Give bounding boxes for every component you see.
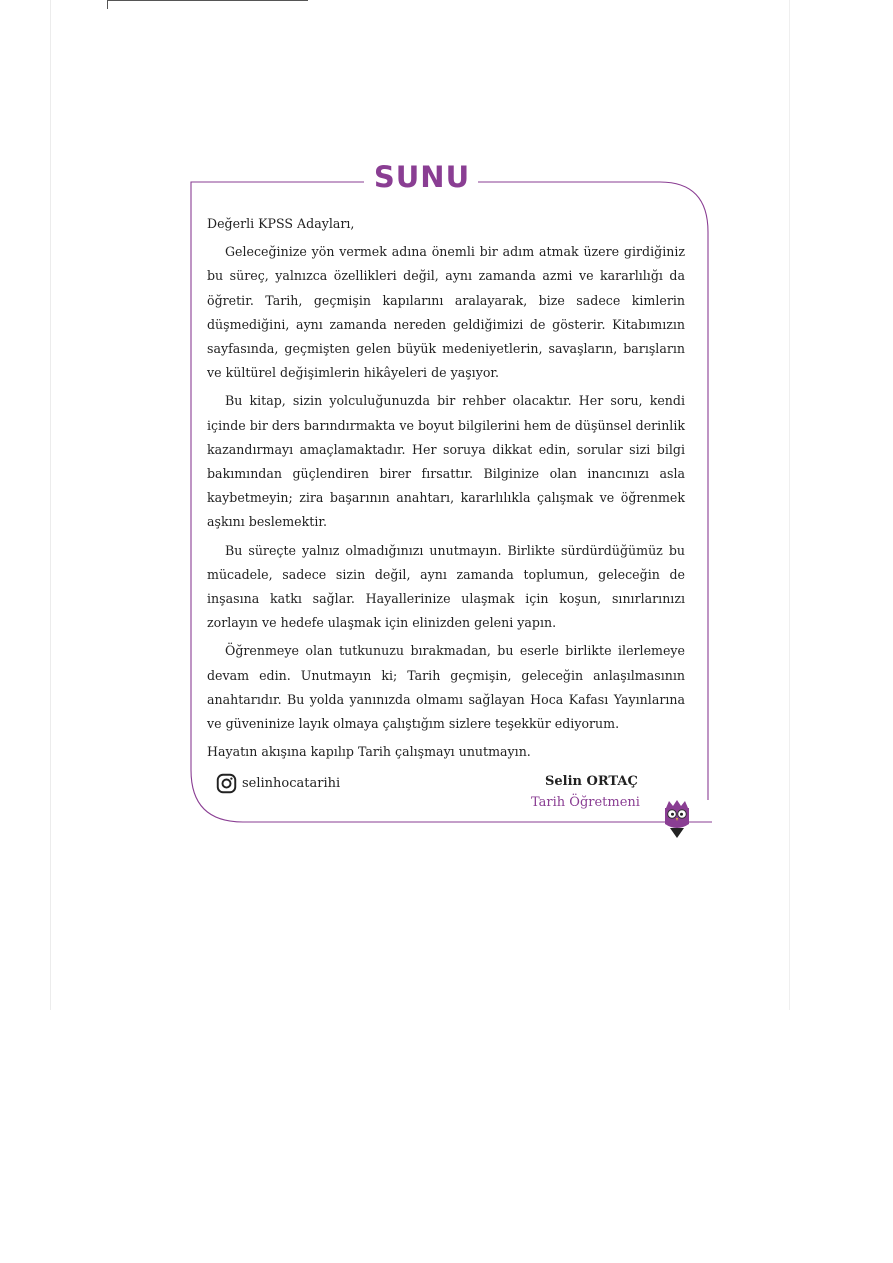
author-role: Tarih Öğretmeni: [531, 795, 640, 810]
page-title: SUNU: [373, 160, 471, 194]
instagram-icon: [216, 773, 237, 794]
author-name: Selin ORTAÇ: [545, 774, 638, 789]
instagram-link[interactable]: [216, 773, 340, 794]
instagram-handle: selinhocatarihi: [242, 776, 341, 791]
paragraph-2: Bu kitap, sizin yolculuğunuzda bir rehber olacaktır. Her soru, kendi içinde bir ders barındırmakta ve boyut bilgilerini hem de düşünsel derinlik kazandırmayı amaçlamaktadır. Her soruya dikkat edin, sorular sizi bilgi bakımından güçlendiren birer fırsattır. Bilginize olan inancınızı asla kaybetmeyin; zira başarının anahtarı, kararlılıkla çalışmak ve öğrenmek aşkını beslemektir.: [207, 393, 685, 530]
paragraph-3: Bu süreçte yalnız olmadığınızı unutmayın. Birlikte sürdürdüğümüz bu mücadele, sadece sizin değil, aynı zamanda toplumun, geleceğin de inşasına katkı sağlar. Hayallerinize ulaşmak için koşun, sınırlarınızı zorlayın ve hedefe ulaşmak için elinizden geleni yapın.: [207, 542, 685, 631]
greeting: Değerli KPSS Adayları,: [207, 216, 355, 231]
paragraph-1: Geleceğinize yön vermek adına önemli bir adım atmak üzere girdiğiniz bu süreç, yalnızca özellikleri değil, aynı zamanda azmi ve kararlılığı da öğretir. Tarih, geçmişin kapılarını aralayarak, bize sadece kimlerin düşmediğini, aynı zamanda nereden geldiğimizi de gösterir. Kitabımızın sayfasında, geçmişten gelen büyük medeniyetlerin, savaşların, barışların ve kültürel değişimlerin hikâyeleri de yaşıyor.: [207, 244, 685, 381]
letter-body: [207, 212, 685, 764]
closing-line: Hayatın akışına kapılıp Tarih çalışmayı unutmayın.: [207, 744, 531, 760]
paragraph-4: Öğrenmeye olan tutkunuzu bırakmadan, bu eserle birlikte ilerlemeye devam edin. Unutmayın ki; Tarih geçmişin, geleceğin anlaşılmasının anahtarıdır. Bu yolda yanınızda olmamı sağlayan Hoca Kafası Yayınlarına ve güveninize layık olmaya çalıştığım sizlere teşekkür ediyorum.: [207, 643, 685, 732]
owl-mascot-icon: [662, 798, 692, 840]
